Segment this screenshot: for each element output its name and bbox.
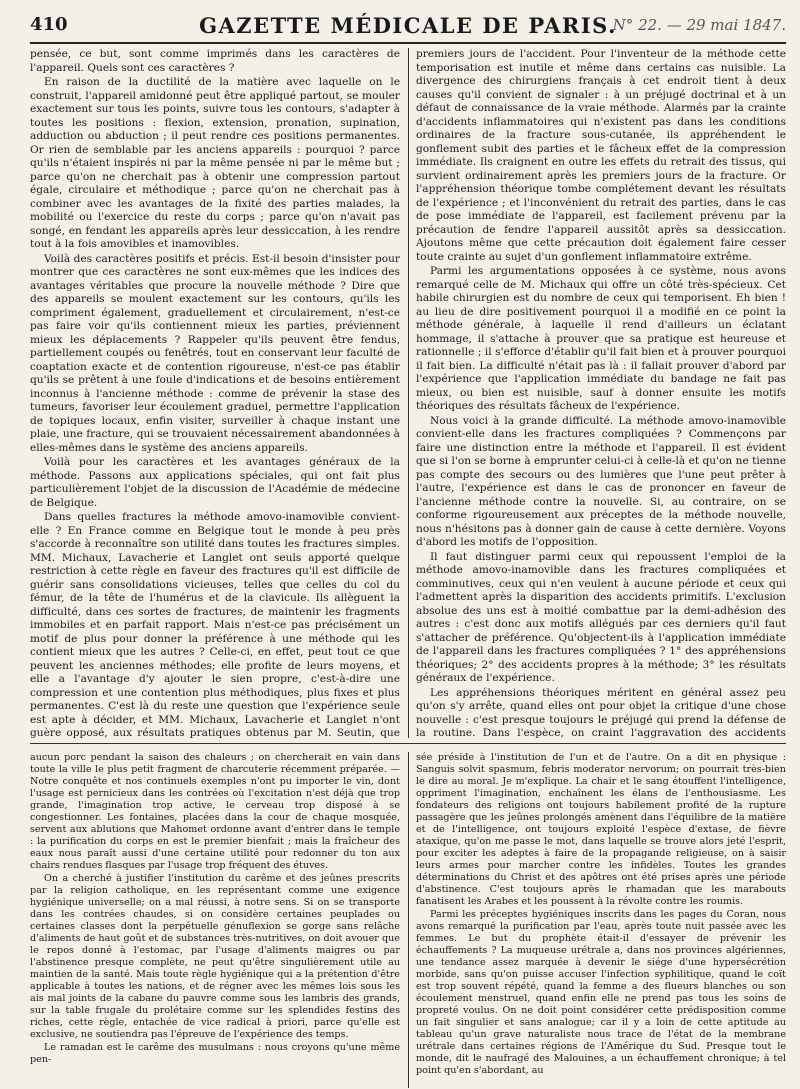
- paragraph: pensée, ce but, sont comme imprimés dans les caractères de l'appareil. Quels sont ces caractères ?: [30, 48, 400, 74]
- paragraph: Voilà des caractères positifs et précis. Est-il besoin d'insister pour montrer que ces caractères ne sont eux-mêmes que les indices des avantages véritables que procure la nouvelle méthode ? Dire que des appareils se moulent exactement sur les contours, qu'ils les compriment également, graduellement et circulairement, n'est-ce pas faire voir qu'ils contiennent mieux les parties, préviennent mieux les déplacements ? Rappeler qu'ils peuvent être fendus, partiellement coupés ou fenêtrés, tout en conservant leur faculté de coaptation exacte et de contention rigoureuse, n'est-ce pas établir qu'ils se prêtent à une foule d'indications et de besoins entièrement inconnus à l'ancienne méthode : comme de prévenir la stase des tumeurs, favoriser leur écoulement graduel, permettre l'application de topiques locaux, enfin visiter, surveiller à chaque instant une plaie, une fracture, qui se trouvaient nécessairement abandonnées à elles-mêmes dans le système des anciens appareils.: [30, 252, 400, 454]
- paragraph: Dans quelles fractures la méthode amovo-inamovible convient-elle ? En France comme en Belgique tout le monde à peu près s'accorde à reconnaître son utilité dans toutes les fractures simples. MM. Michaux, Lavacherie et Langlet ont seuls apporté quelque restriction à cette règle en faveur des fractures qu'il est difficile de guérir sans consolidations vicieuses, telles que celles du col du fémur, de la tête de l'humérus et de la clavicule. Ils allèguent la difficulté, dans ces sortes de fractures, de maintenir les fragments immobiles et en parfait rapport. Mais n'est-ce pas précisément un motif de plus pour donner la préférence à une méthode qui les contient mieux que les autres ? Celle-ci, en effet, peut tout ce que peuvent les anciennes méthodes; elle profite de leurs moyens, et elle a l'avantage d'y ajouter le sien propre, c'est-à-dire une compression et une contention plus méthodiques, plus fixes et plus permanentes. C'est là du reste une question que l'expérience seule est apte à décider, et MM. Michaux, Lavacherie et Langlet n'ont guère opposé, aux résultats pratiques obtenus par M. Seutin, que: [30, 511, 400, 738]
- main-article: [30, 48, 786, 738]
- paragraph: Parmi les préceptes hygiéniques inscrits dans les pages du Coran, nous avons remarqué la purification par l'eau, après toute nuit passée avec les femmes. Le but du prophète était-il d'essayer de prévenir les échauffements ? La muqueuse urétrale a, dans nos provinces algériennes, une tendance assez marquée à devenir le siége d'une hypersécrétion morbide, sans qu'on puisse accuser l'infection syphilitique, quand le coït est trop souvent répété, quand la femme a des flueurs blanches ou son écoulement menstruel, quand enfin elle ne prend pas tous les soins de propreté voulus. On ne doit point considérer cette prédisposition comme un fait singulier et sans analogue; car il y a loin de cette aptitude au tableau qu'un grave naturaliste nous trace de l'état de la membrane urétrale dans certaines régions de l'Amérique du Sud. Presque tout le monde, dit le naufragé des Malouines, a un échauffement chronique; à tel point qu'en s'abordant, au: [416, 909, 786, 1076]
- paragraph: Voilà pour les caractères et les avantages généraux de la méthode. Passons aux applications spéciales, qui ont fait plus particulièrement l'objet de la discussion de l'Académie de médecine de Belgique.: [30, 456, 400, 509]
- paragraph: premiers jours de l'accident. Pour l'inventeur de la méthode cette temporisation est inutile et même dans certains cas nuisible. La divergence des chirurgiens français à cet endroit tient à deux causes qu'il convient de signaler : à un préjugé doctrinal et à un défaut de connaissance de la vraie méthode. Alarmés par la crainte d'accidents inflammatoires qui n'existent pas dans les conditions ordinaires de la fracture sous-cutanée, ils appréhendent le gonflement subit des parties et le fâcheux effet de la compression immédiate. Ils craignent en outre les effets du retrait des tissus, qui survient ordinairement après les premiers jours de la fracture. Or l'appréhension théorique tombe complétement devant les résultats de l'expérience ; et l'inconvénient du retrait des parties, dans le cas de pose immédiate de l'appareil, est facilement prévenu par la précaution de fendre l'appareil aussitôt après sa dessiccation. Ajoutons même que cette précaution doit également faire cesser toute crainte au sujet d'un gonflement inflammatoire extrême.: [416, 48, 786, 263]
- column-divider: [408, 48, 409, 738]
- main-article-right-column: [416, 48, 786, 738]
- paragraph: On a cherché à justifier l'institution du carême et des jeûnes prescrits par la religion catholique, en les représentant comme une exigence hygiénique universelle; on a mal réussi, à notre sens. Si on se transporte dans les contrées chaudes, si on considère certaines peuplades ou certaines classes dont la perpétuelle génuflexion se gorge sans relâche d'aliments de haut goût et de substances très-nutritives, on doit avouer que le repos donné à l'estomac, par l'usage d'aliments maigres ou par l'abstinence presque complète, ne peut qu'être singulièrement utile au maintien de la santé. Mais toute règle hygiénique qui a la prétention d'être applicable à toutes les nations, et de régner avec les mêmes lois sous les ais mal joints de la cabane du pauvre comme sous les lambris des grands, sur la table frugale du prolétaire comme sur les splendides festins des riches, cette règle, entachée de vice radical à priori, parce qu'elle est exclusive, ne soutiendra pas l'épreuve de l'expérience des temps.: [30, 873, 400, 1040]
- paragraph: sée préside à l'institution de l'un et de l'autre. On a dit en physique : Sanguis solvit spasmum, febris moderator nervorum; on pourrait très-bien le dire au moral. Je m'explique. La chair et le sang étouffent l'intelligence, oppriment l'imagination, enchaînent les élans de l'enthousiasme. Les fondateurs des religions ont toujours habilement profité de la rupture passagère que les jeûnes prolongés amènent dans l'équilibre de la matière et de l'intelligence, ont toujours exploité l'espèce d'extase, de fièvre ataxique, qu'on me passe le mot, dans laquelle se trouve alors jeté l'esprit, pour exciter les adeptes à faire de la propagande religieuse, on à saisir leurs armes pour marcher contre les infidèles. Toutes les grandes déterminations du Christ et des apôtres ont été prises après une période d'abstinence. C'est toujours après le rhamadan que les marabouts fanatisent les Arabes et les poussent à la révolte contre les roumis.: [416, 752, 786, 907]
- page-number: 410: [30, 14, 68, 35]
- masthead-title: GAZETTE MÉDICALE DE PARIS.: [199, 13, 617, 38]
- paragraph: Nous voici à la grande difficulté. La méthode amovo-inamovible convient-elle dans les fractures compliquées ? Commençons par faire une distinction entre la méthode et l'appareil. Il est évident que si l'on se borne à emprunter celui-ci à celle-là et qu'on ne tienne pas compte des secours ou des lumières que l'une peut prêter à l'autre, l'expérience est dans le cas de prononcer en faveur de l'ancienne méthode contre la nouvelle. Si, au contraire, on se conforme rigoureusement aux préceptes de la méthode nouvelle, nous n'hésitons pas à donner gain de cause à cette dernière. Voyons d'abord les motifs de l'opposition.: [416, 414, 786, 548]
- feuilleton-article: [30, 752, 786, 1088]
- feuilleton-right-column: [416, 752, 786, 1088]
- feuilleton-left-column: [30, 752, 400, 1088]
- issue-date: N° 22. — 29 mai 1847.: [612, 16, 786, 34]
- feuilleton-divider: [30, 743, 786, 744]
- column-divider: [408, 752, 409, 1088]
- paragraph: Il faut distinguer parmi ceux qui repoussent l'emploi de la méthode amovo-inamovible dans les fractures compliquées et comminutives, ceux qui n'en veulent à aucune période et ceux qui l'admettent après la disparition des accidents primitifs. L'exclusion absolue des uns est à moitié combattue par la demi-adhésion des autres : c'est donc aux motifs allégués par ces derniers qu'il faut s'attacher de préférence. Qu'objectent-ils à l'application immédiate de l'appareil dans les fractures compliquées ? 1° des appréhensions théoriques; 2° des accidents propres à la méthode; 3° les résultats généraux de l'expérience.: [416, 550, 786, 684]
- main-article-left-column: [30, 48, 400, 738]
- paragraph: Le ramadan est le carême des musulmans : nous croyons qu'une même pen-: [30, 1042, 400, 1065]
- paragraph: Parmi les argumentations opposées à ce système, nous avons remarqué celle de M. Michaux qui offre un côté très-spécieux. Cet habile chirurgien est du nombre de ceux qui temporisent. Eh bien ! au lieu de dire positivement pourquoi il a modifié en ce point la méthode générale, à laquelle il rend d'ailleurs un éclatant hommage, il s'attache à prouver que sa pratique est heureuse et rationnelle ; il s'efforce d'établir qu'il fait bien et à prouver pourquoi il fait bien. La difficulté n'était pas là : il fallait prouver d'abord par l'expérience que l'application immédiate du bandage ne fait pas mieux, ou bien est nuisible, sauf à donner ensuite les motifs théoriques des résultats fâcheux de l'expérience.: [416, 265, 786, 412]
- paragraph: En raison de la ductilité de la matière avec laquelle on le construit, l'appareil amidonné peut être appliqué partout, se mouler exactement sur tous les points, suivre tous les contours, s'adapter à toutes les positions : flexion, extension, pronation, supination, adduction ou abduction ; il peut rendre ces positions permanentes. Or rien de semblable par les anciens appareils : pourquoi ? parce qu'ils n'étaient inspirés ni par la même pensée ni par le même but ; parce qu'on ne cherchait pas à obtenir une compression partout égale, circulaire et méthodique ; parce qu'on ne cherchait pas à combiner avec les avantages de la fixité des parties malades, la mobilité ou l'exercice du reste du corps ; parce qu'on n'avait pas songé, en fendant les appareils après leur dessiccation, à les rendre tout à la fois amovibles et inamovibles.: [30, 76, 400, 250]
- page-header: [30, 10, 786, 44]
- paragraph: Les appréhensions théoriques méritent en général assez peu qu'on s'y arrête, quand elles ont pour objet la critique d'une chose nouvelle : c'est presque toujours le préjugé qui prend la défense de la routine. Dans l'espèce, on craint l'aggravation des accidents: [416, 686, 786, 738]
- paragraph: aucun porc pendant la saison des chaleurs ; on chercherait en vain dans toute la ville le plus petit fragment de charcuterie récemment préparée. — Notre conquête et nos continuels exemples n'ont pu importer le vin, dont l'usage est pernicieux dans les contrées où l'excitation n'est déjà que trop grande, l'imagination trop active, le cerveau trop disposé à se congestionner. Les fontaines, placées dans la cour de chaque mosquée, servent aux ablutions que Mahomet ordonne avant d'entrer dans le temple : la purification du corps en est le premier bienfait ; mais la fraîcheur des eaux nous paraît aussi d'une certaine utilité pour redonner du ton aux chairs rendues flasques par l'usage trop fréquent des étuves.: [30, 752, 400, 871]
